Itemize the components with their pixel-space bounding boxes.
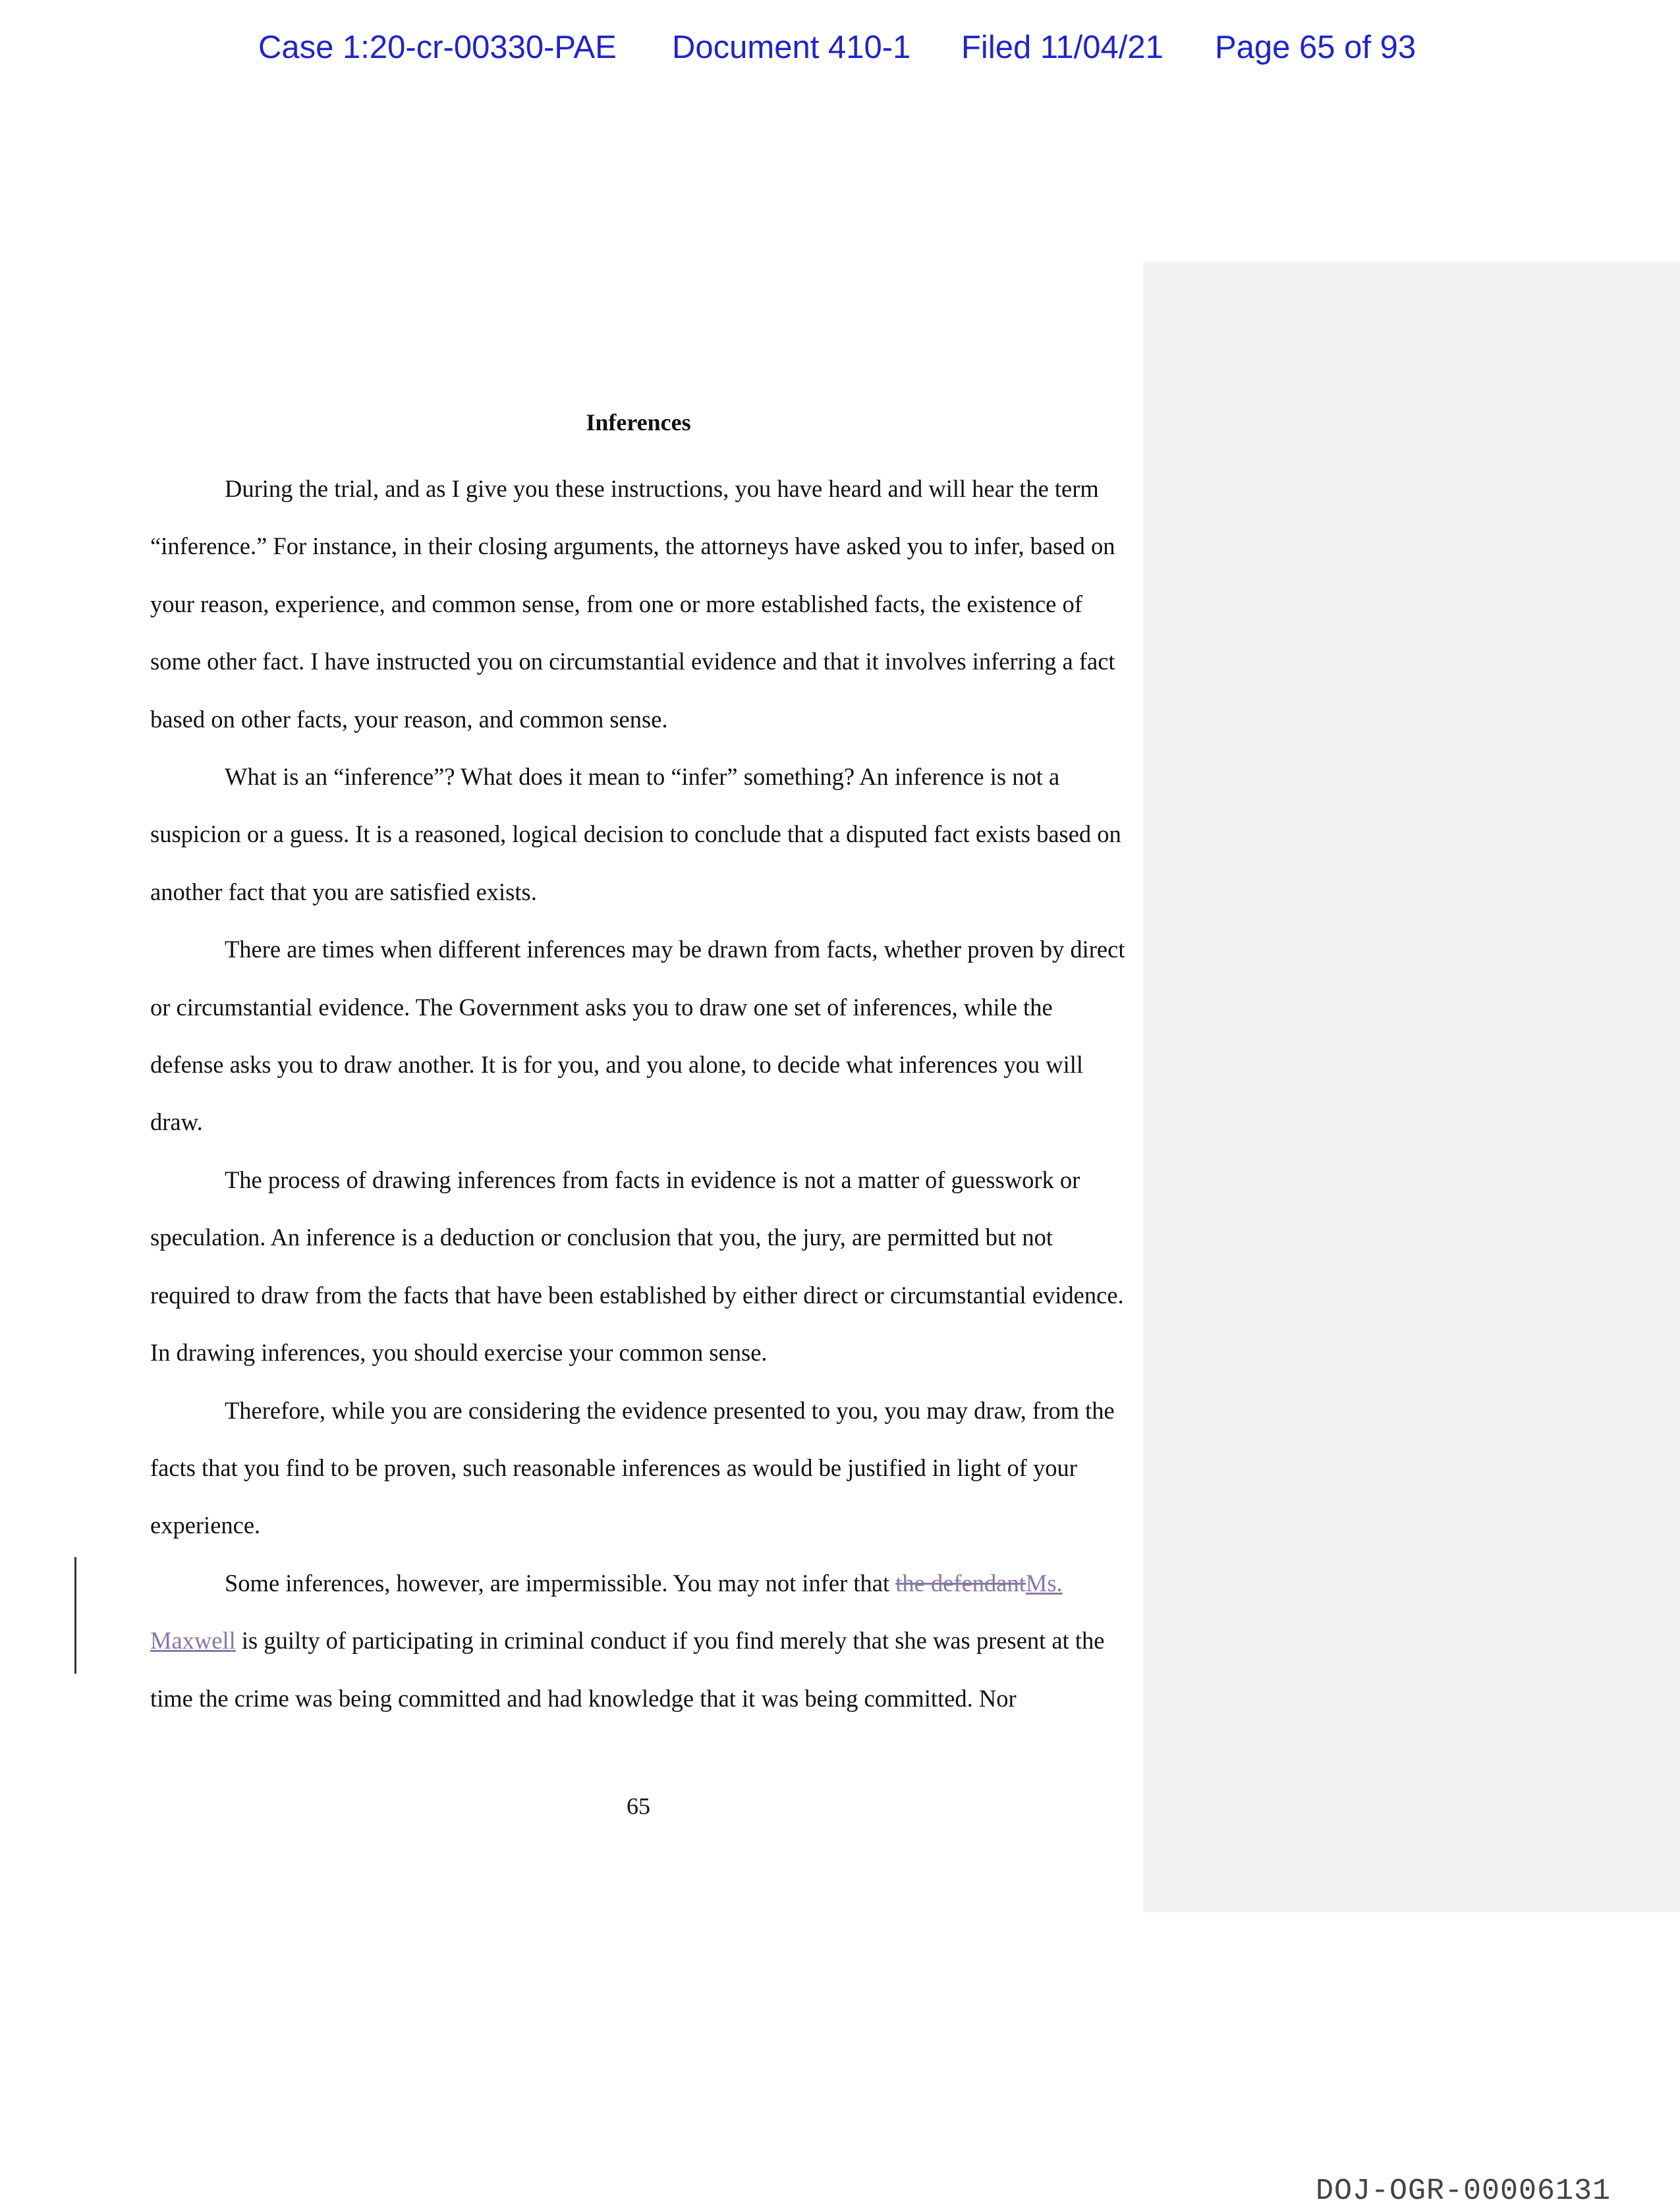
inserted-text: Ms. Maxwell: [150, 1569, 1063, 1655]
section-title: Inferences: [586, 409, 691, 436]
revision-text-after: is guilty of participating in criminal conduct if you find merely that she was present at the time the crime was being committed and had knowledge that it was being committed. Nor: [150, 1627, 1105, 1712]
deleted-text: the defendant: [895, 1569, 1026, 1597]
paragraph: What is an “inference”? What does it mean to “infer” something? An inference is not a suspicion or a guess. It is a reasoned, logical decision to conclude that a disputed fact exists based on another fact that you are satisfied exists.: [150, 763, 1121, 905]
document-body: [150, 460, 1127, 1727]
case-number: Case 1:20-cr-00330-PAE: [258, 30, 617, 65]
document-number: Document 410-1: [672, 30, 911, 65]
filed-date: Filed 11/04/21: [961, 30, 1163, 65]
page-of-total: Page 65 of 93: [1215, 30, 1416, 65]
paragraph: During the trial, and as I give you these instructions, you have heard and will hear the term “inference.” For instance, in their closing arguments, the attorneys have asked you to infer, based on your reason, experience, and common sense, from one or more established facts, the existence of some other fact. I have instructed you on circumstantial evidence and that it involves inferring a fact based on other facts, your reason, and common sense.: [150, 475, 1115, 733]
paragraph: The process of drawing inferences from facts in evidence is not a matter of guesswork or speculation. An inference is a deduction or conclusion that you, the jury, are permitted but not required to draw from the facts that have been established by either direct or circumstantial evidence. In drawing inferences, you should exercise your common sense.: [150, 1166, 1124, 1367]
revision-text-before: Some inferences, however, are impermissible. You may not infer that: [225, 1569, 896, 1597]
page-number: 65: [627, 1793, 650, 1819]
paragraph: Therefore, while you are considering the evidence presented to you, you may draw, from the facts that you find to be proven, such reasonable inferences as would be justified in light of your experience.: [150, 1396, 1115, 1539]
paragraph-with-revision: [150, 1554, 1127, 1727]
bates-number: DOJ-OGR-00006131: [1316, 2174, 1611, 2208]
paragraph: There are times when different inferences may be drawn from facts, whether proven by direct or circumstantial evidence. The Government asks you to draw one set of inferences, while the defense asks you to draw another. It is for you, and you alone, to decide what inferences you will draw.: [150, 936, 1125, 1136]
comment-margin-panel: [1143, 262, 1680, 1912]
revision-change-bar: [74, 1557, 76, 1674]
